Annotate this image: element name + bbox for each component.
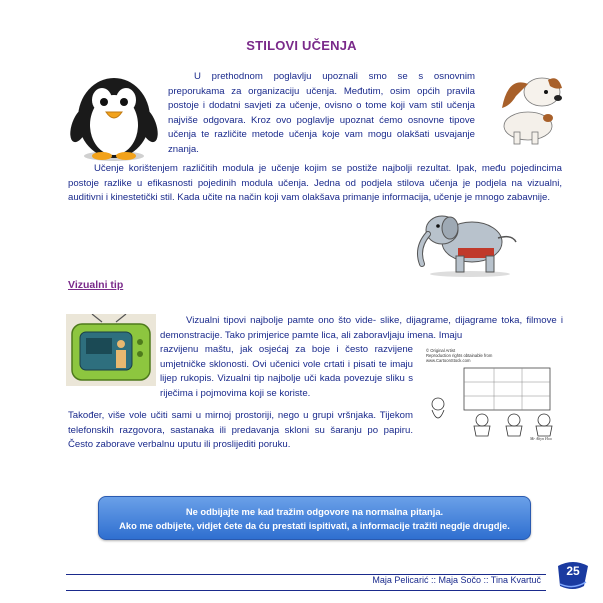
quote-banner xyxy=(98,496,531,540)
cartoon-caption-line: Reproduction rights obtainable from xyxy=(426,353,493,358)
modules-paragraph: Učenje korištenjem različitih modula je učenje kojim se postiže najbolji rezultat. Ipak, među pojedincima postoje razlike u efikasnosti pojedinih modula učenja. Jedna od podjela stilova učenja je podjela na vizualni, auditivni i kinestetički stil. Kada učite na način koji vam olakšava primanje informacija, učenje je mnogo zabavnije. xyxy=(68,163,562,204)
cartoon-illustration xyxy=(424,346,564,442)
cartoon-caption-line: © Original Artist xyxy=(426,348,456,353)
page-number-badge xyxy=(556,560,590,590)
banner-line-2: Ako me odbijete, vidjet ćete da ću prestati ispitivati, a informacije tražiti negdje drugdje. xyxy=(119,520,510,531)
cartoon-signature: Mr Ahyn Hoo xyxy=(530,436,552,441)
elephant-illustration xyxy=(412,208,524,278)
cartoon-caption-line: www.CartoonStock.com xyxy=(426,358,471,363)
visual-type-paragraph: razvijenu maštu, jak osjećaj za boje i često razvijene umjetničke sklonosti. Ovi učenici vole crtati i pisati te imaju lijep rukopis. Vizualni tip najbolje uči kada povezuje sliku s riječima i pojmovima koji se koriste. xyxy=(160,344,413,399)
page-title: STILOVI UČENJA xyxy=(246,38,357,53)
tv-illustration xyxy=(66,314,156,386)
section-heading-visual-type: Vizualni tip xyxy=(68,279,124,291)
visual-type-paragraph-intro: Vizualni tipovi najbolje pamte ono što vide- slike, dijagrame, dijagrame toka, filmove i demonstracije. Tako primjerice pamte lica, ali zaboravljaju imena. Imaju xyxy=(160,315,563,341)
dog-illustration xyxy=(488,68,570,146)
footer-divider-bottom xyxy=(66,590,546,591)
banner-line-1: Ne odbijajte me kad tražim odgovore na normalna pitanja. xyxy=(185,506,444,517)
intro-paragraph: U prethodnom poglavlju upoznali smo se s osnovnim preporukama za organizaciju učenja. Međutim, osim općih pravila postoje i dodatni savjeti za učenje, ovisno o tome koji vam stil učenja najviše odgovara. Kroz ovo poglavlje upoznat ćemo osnovne tipove učenja te različite metode učenja koje vam mogu olakšati usvajanje znanja. xyxy=(168,71,475,155)
visual-type-paragraph-continued: Također, više vole učiti sami u mirnoj prostoriji, nego u grupi vršnjaka. Tijekom telefonskih razgovora, sastanaka ili predavanja skloni su šaranju po papiru. Često zaborave verbalnu uputu ili proslijediti poruku. xyxy=(68,410,413,451)
footer-authors: Maja Pelicarić :: Maja Sočo :: Tina Kvartuč xyxy=(372,575,541,585)
page-number: 25 xyxy=(566,564,580,578)
penguin-illustration xyxy=(66,70,162,162)
